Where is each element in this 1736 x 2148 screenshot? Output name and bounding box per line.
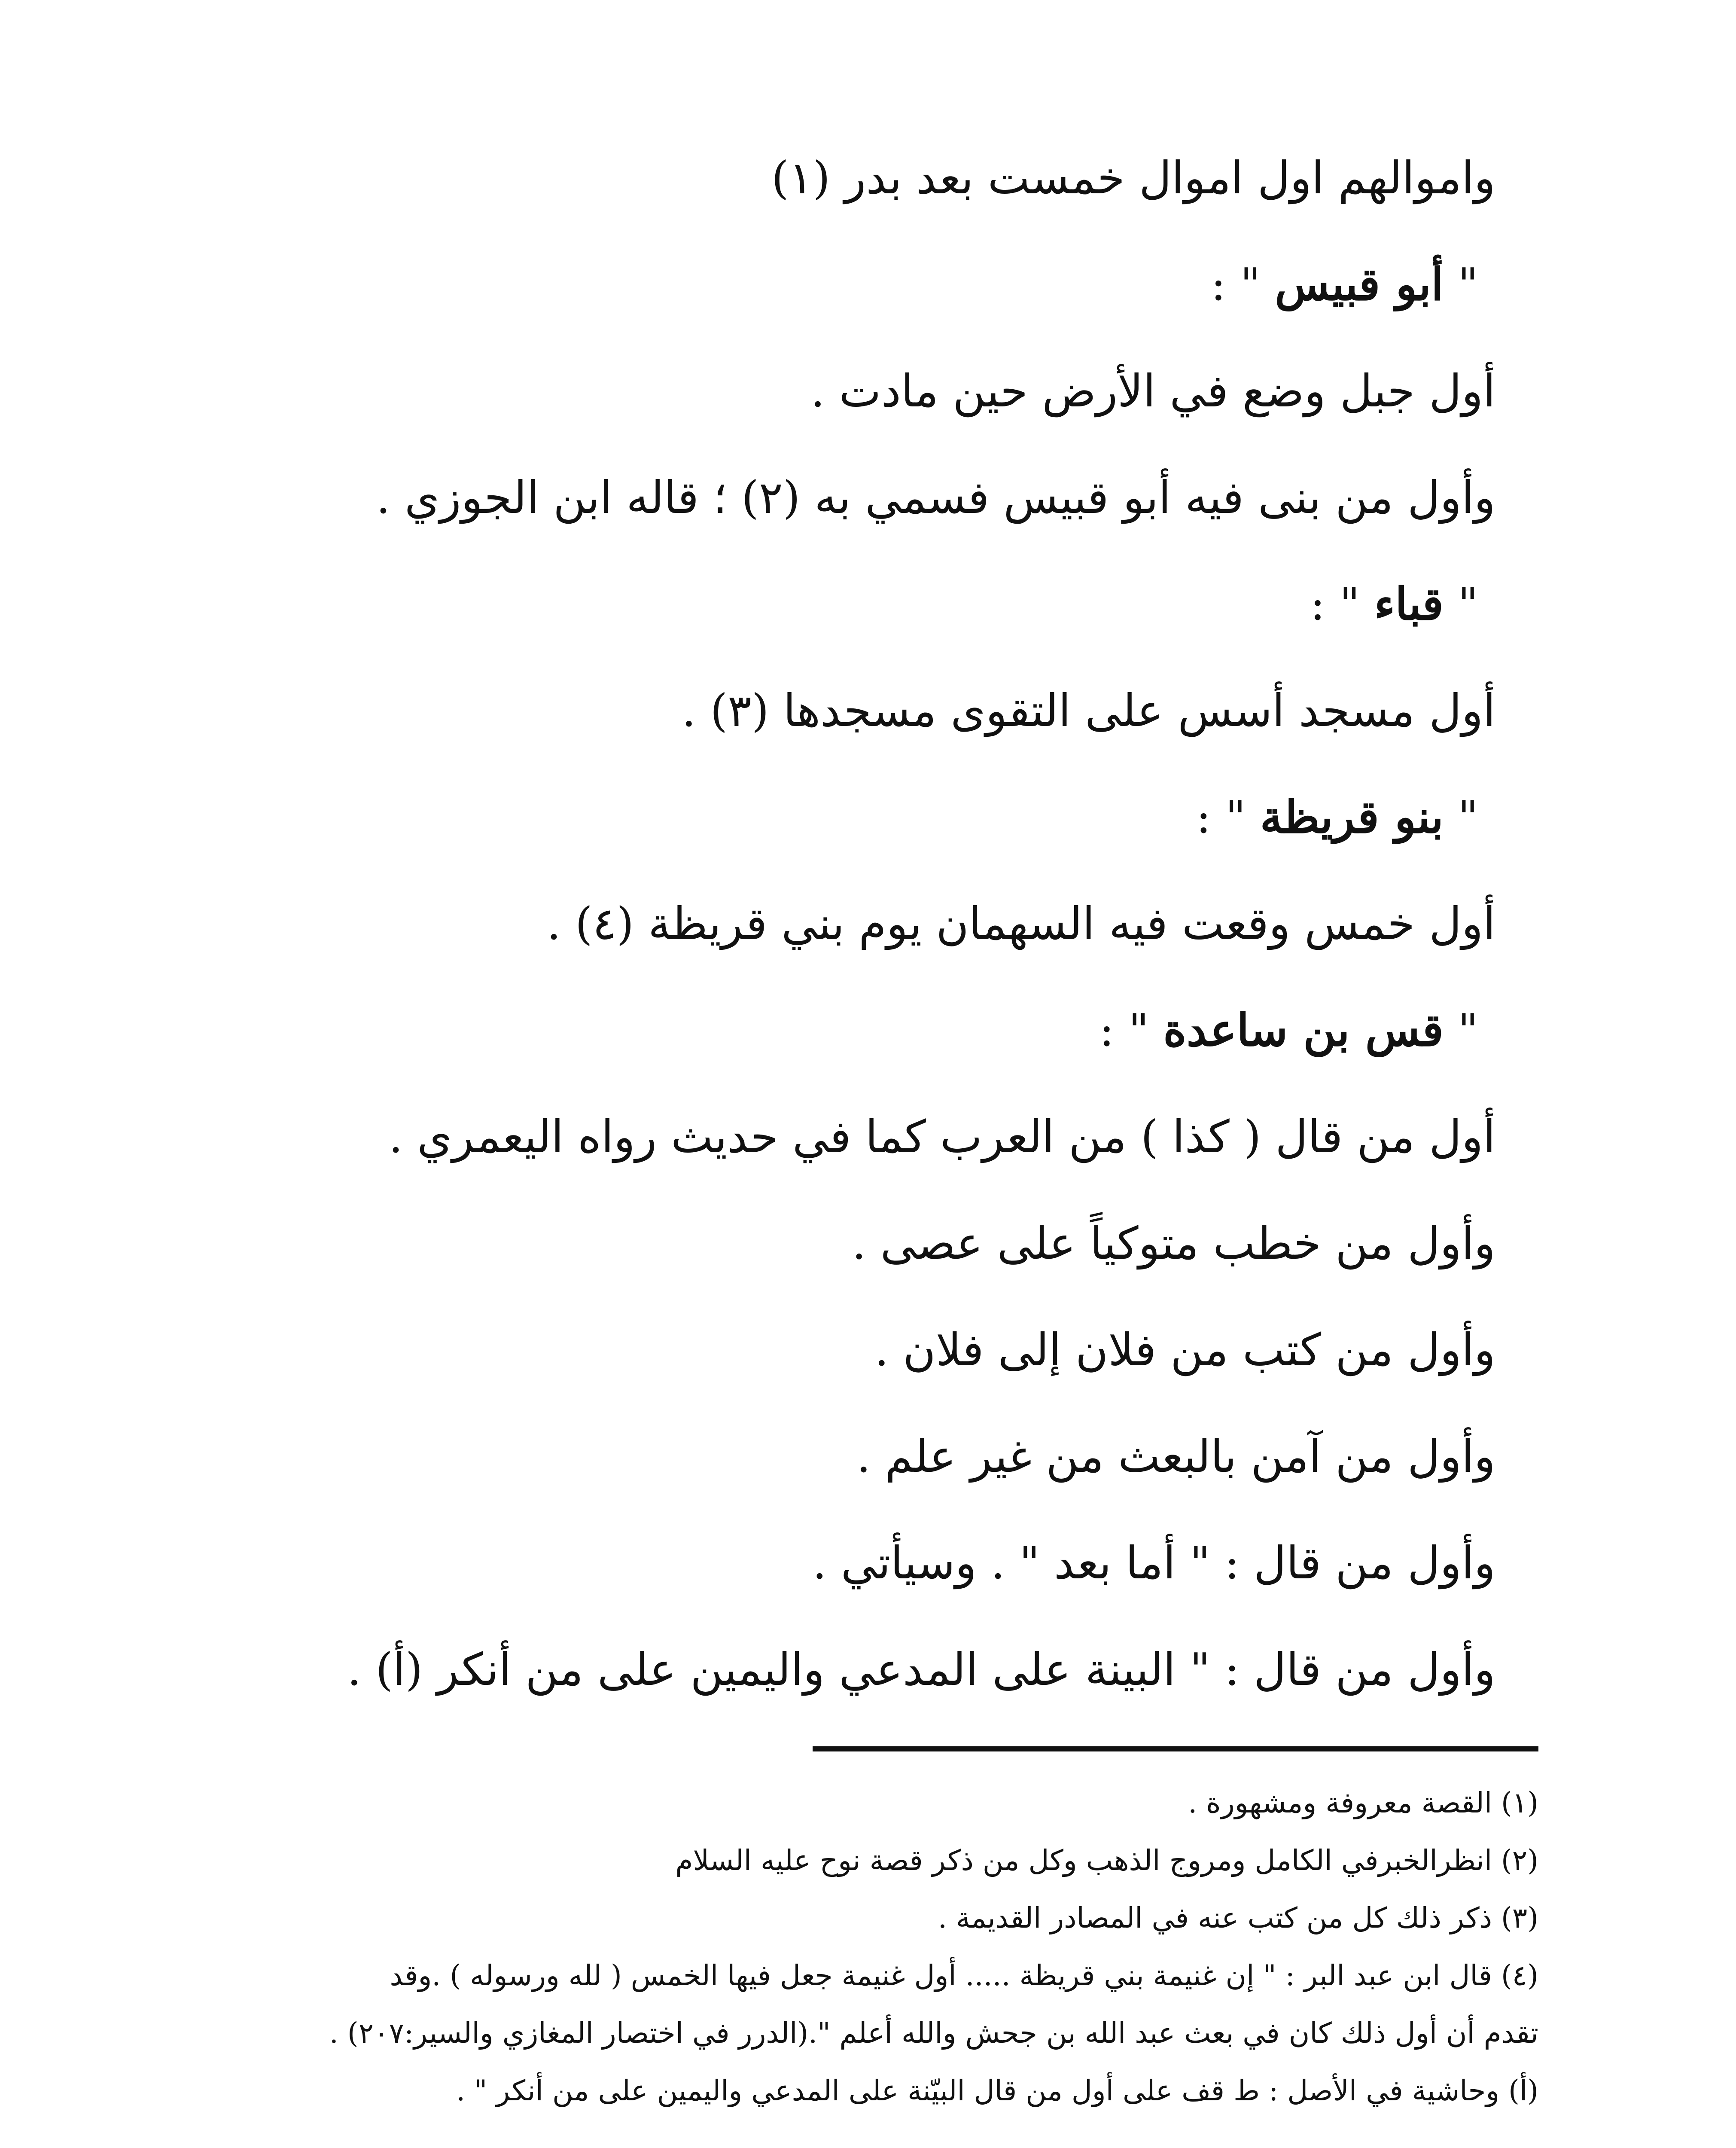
entry-heading-name: قس بن ساعدة bbox=[1163, 1004, 1444, 1056]
footnote: (٣) ذكر ذلك كل من كتب عنه في المصادر القديمة . bbox=[938, 1901, 1538, 1934]
entry-heading-suffix: " : bbox=[1196, 791, 1246, 843]
main-text bbox=[164, 125, 1495, 1723]
footnote-continuation: تقدم أن أول ذلك كان في بعث عبد الله بن جحش والله أعلم ".(الدرر في اختصار المغازي والسير:٢٠٧) . bbox=[329, 2017, 1538, 2050]
text-line: وأول من خطب متوكياً على عصى . bbox=[852, 1217, 1495, 1269]
footnote: (١) القصة معروفة ومشهورة . bbox=[1188, 1786, 1538, 1819]
entry-heading-name: أبو قبيس bbox=[1275, 258, 1444, 311]
entry-heading-suffix: " : bbox=[1099, 1004, 1149, 1056]
footnote: (أ) وحاشية في الأصل : ط قف على أول من قال البيّنة على المدعي واليمين على من أنكر " . bbox=[456, 2074, 1538, 2107]
text-line: وأول من قال : " البينة على المدعي واليمين على من أنكر (أ) . bbox=[347, 1643, 1495, 1696]
text-line: أول من قال ( كذا ) من العرب كما في حديث رواه اليعمري . bbox=[389, 1111, 1495, 1163]
footnote: (٢) انظرالخبرفي الكامل ومروج الذهب وكل من ذكر قصة نوح عليه السلام bbox=[675, 1844, 1538, 1877]
entry-heading: " قس بن ساعدة " : bbox=[1099, 1004, 1478, 1056]
entry-heading-name: بنو قريظة bbox=[1260, 790, 1444, 843]
entry-heading: " بنو قريظة " : bbox=[1196, 790, 1478, 843]
text-line: أول جبل وضع في الأرض حين مادت . bbox=[810, 365, 1495, 417]
entry-heading-suffix: " : bbox=[1211, 258, 1261, 311]
entry-heading: " أبو قبيس " : bbox=[1211, 258, 1478, 311]
text-line: وأول من كتب من فلان إلى فلان . bbox=[874, 1324, 1495, 1376]
text-line: أول مسجد أسس على التقوى مسجدها (٣) . bbox=[682, 684, 1495, 737]
entry-heading-name: قباء bbox=[1374, 577, 1444, 630]
text-line: وأول من بنى فيه أبو قبيس فسمي به (٢) ؛ قاله ابن الجوزي . bbox=[376, 471, 1495, 524]
footnotes bbox=[0, 1774, 1538, 2120]
entry-heading: " قباء " : bbox=[1310, 577, 1478, 630]
entry-heading-suffix: " : bbox=[1310, 578, 1360, 630]
footnote: (٤) قال ابن عبد البر : " إن غنيمة بني قريظة ..... أول غنيمة جعل فيها الخمس ( لله ورسوله ) .وقد bbox=[390, 1959, 1538, 1992]
text-line: وأول من آمن بالبعث من غير علم . bbox=[856, 1430, 1495, 1483]
text-line: واموالهم اول اموال خمست بعد بدر (١) bbox=[771, 152, 1495, 204]
footnote-separator bbox=[813, 1746, 1538, 1751]
text-line: وأول من قال : " أما بعد " . وسيأتي . bbox=[812, 1537, 1495, 1589]
text-line: أول خمس وقعت فيه السهمان يوم بني قريظة (٤) . bbox=[546, 897, 1495, 950]
